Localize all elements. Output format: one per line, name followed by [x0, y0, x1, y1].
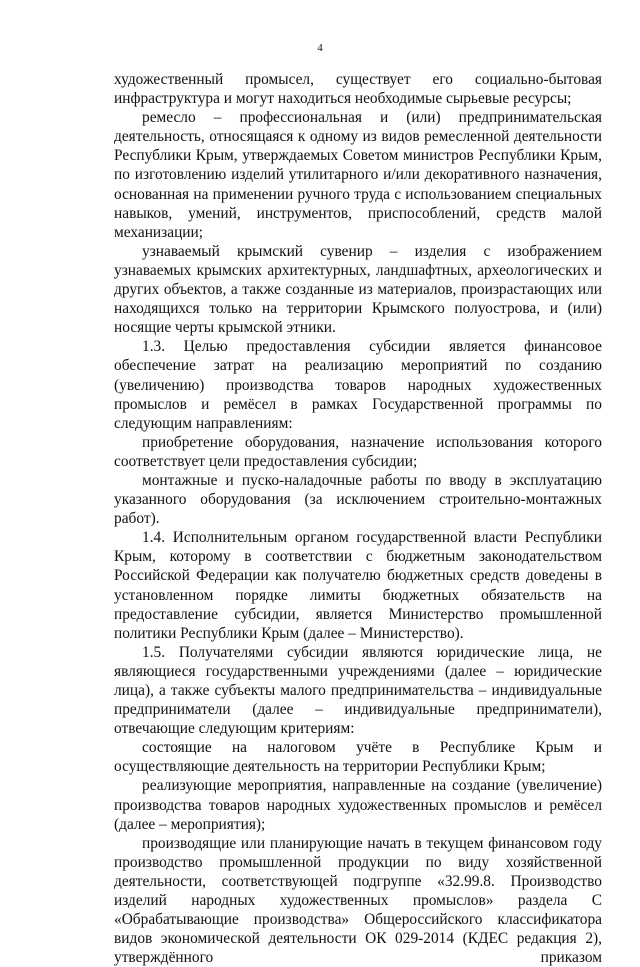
- paragraph-1-4-executive-body: 1.4. Исполнительным органом государственной власти Республики Крым, которому в соответствии с бюджетным законодательством Российской Федерации как получателю бюджетных средств доведены в установленном порядке лимиты бюджетных обязательств на предоставление субсидии, является Министерство промышленной политики Республики Крым (далее – Министерство).: [114, 529, 602, 642]
- page-number: 4: [317, 42, 323, 54]
- paragraph-1-5-recipients: 1.5. Получателями субсидии являются юридические лица, не являющиеся государственными учреждениями (далее – юридические лица), а также субъекты малого предпринимательства – индивидуальные предприниматели (далее – индивидуальные предприниматели), отвечающие следующим критериям:: [114, 643, 602, 738]
- paragraph-equipment-purchase: приобретение оборудования, назначение использования которого соответствует цели предоставления субсидии;: [114, 433, 602, 470]
- paragraph-installation-works: монтажные и пуско-наладочные работы по вводу в эксплуатацию указанного оборудования (за исключением строительно-монтажных работ).: [114, 471, 602, 528]
- paragraph-souvenir-definition: узнаваемый крымский сувенир – изделия с изображением узнаваемых крымских архитектурных, ландшафтных, археологических и других объектов, а также созданные из материалов, произрастающих или находящихся только на территории Крымского полуострова, и (или) носящие черты крымской этники.: [114, 242, 602, 337]
- paragraph-craft-definition: ремесло – профессиональная и (или) предпринимательская деятельность, относящаяся к одному из видов ремесленной деятельности Республики Крым, утверждаемых Советом министров Республики Крым, по изготовлению изделий утилитарного и/или декоративного назначения, основанная на применении ручного труда с использованием специальных навыков, умений, инструментов, приспособлений, средств малой механизации;: [114, 109, 602, 241]
- paragraph-criterion-activities: реализующие мероприятия, направленные на создание (увеличение) производства товаров народных художественных промыслов и ремёсел (далее – мероприятия);: [114, 777, 602, 833]
- paragraph-craft-continuation: художественный промысел, существует его социально-бытовая инфраструктура и могут находиться необходимые сырьевые ресурсы;: [114, 71, 602, 108]
- paragraph-criterion-production: производящие или планирующие начать в текущем финансовом году производство промышленной продукции по виду хозяйственной деятельности, соответствующей подгруппе «32.99.8. Производство изделий народных художественных промыслов» раздела С «Обрабатывающие производства» Общероссийского классификатора видов экономической деятельности ОК 029-2014 (КДЕС редакция 2), утверждённого приказом: [114, 834, 602, 967]
- paragraph-1-3-subsidy-purpose: 1.3. Целью предоставления субсидии является финансовое обеспечение затрат на реализацию мероприятий по созданию (увеличению) производства товаров народных художественных промыслов и ремёсел в рамках Государственной программы по следующим направлениям:: [114, 338, 602, 432]
- paragraph-criterion-tax-registration: состоящие на налоговом учёте в Республике Крым и осуществляющие деятельность на территории Республики Крым;: [114, 739, 602, 776]
- body-text: [114, 70, 602, 967]
